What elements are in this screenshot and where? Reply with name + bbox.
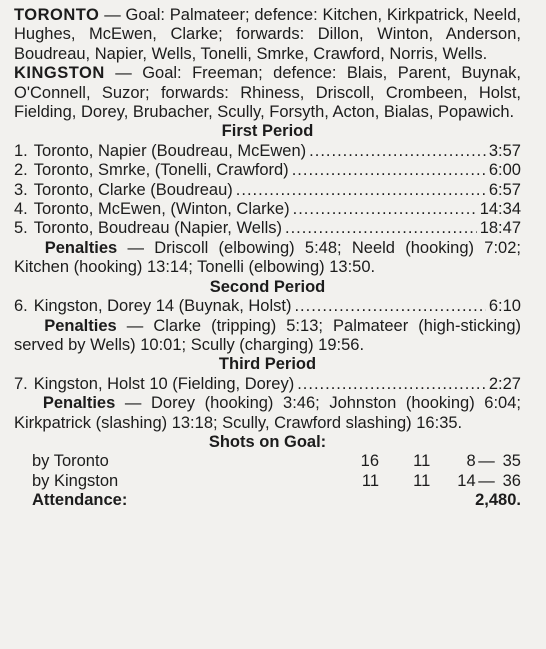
shots-table [14, 452, 521, 510]
goal-row [14, 181, 521, 200]
kingston-lineup [14, 64, 521, 122]
shots-total: 36 [502, 471, 521, 490]
goal-row [14, 161, 521, 180]
attendance-label: Attendance: [32, 491, 128, 510]
goal-time: 18:47 [479, 219, 521, 238]
shots-period-2: 11 [413, 471, 431, 490]
kingston-lineup-text: — Goal: Freeman; defence: Blais, Parent, Buynak, O'Connell, Suzor; forwards: Rhiness, Driscoll, Crombeen, Holst, Fielding, Dorey, Brubacher, Scully, Forsyth, Acton, Bialas, Popawich. [14, 64, 521, 122]
penalties-text: — Clarke (tripping) 5:13; Palmateer (high-sticking) served by Wells) 10:01; Scully (charging) 19:56. [14, 316, 521, 354]
goal-number: 4. [14, 200, 28, 219]
shots-period-3: 14 [457, 471, 476, 490]
leader-dots [292, 161, 486, 180]
goal-description: Toronto, Napier (Boudreau, McEwen) [33, 141, 307, 160]
shots-period-1: 16 [360, 452, 380, 471]
goal-number: 6. [14, 297, 28, 316]
toronto-lineup-text: — Goal: Palmateer; defence: Kitchen, Kirkpatrick, Neeld, Hughes, McEwen, Clarke; forwards: Dillon, Winton, Anderson, Boudreau, Napier, Wells, Tonelli, Smrke, Crawford, Norris, Wells. [14, 6, 521, 63]
shots-dash: — [478, 471, 495, 490]
goal-number: 1. [14, 141, 28, 160]
leader-dots [294, 297, 485, 316]
penalties-label: Penalties [42, 394, 116, 413]
shots-row [14, 452, 521, 471]
goal-row [14, 375, 521, 394]
goal-number: 7. [14, 374, 28, 393]
goal-row [14, 219, 521, 238]
leader-dots [236, 181, 486, 200]
leader-dots [293, 200, 477, 219]
shots-heading: Shots on Goal: [208, 432, 327, 451]
kingston-team-name: KINGSTON [14, 64, 105, 83]
first-period-heading: First Period [221, 122, 314, 141]
shots-period-3: 8 [466, 452, 476, 471]
shots-total: 35 [502, 452, 521, 471]
first-period-penalties [14, 239, 521, 278]
goal-description: Toronto, Smrke, (Tonelli, Crawford) [33, 161, 289, 180]
goal-number: 5. [14, 219, 28, 238]
goal-time: 6:00 [488, 161, 521, 180]
attendance-value: 2,480. [475, 491, 521, 510]
second-period-penalties [14, 317, 521, 356]
leader-dots [285, 219, 477, 238]
goal-row [14, 200, 521, 219]
third-period-heading: Third Period [218, 355, 317, 374]
goal-description: Toronto, Clarke (Boudreau) [33, 180, 233, 199]
goal-time: 6:10 [488, 297, 521, 316]
goal-row [14, 297, 521, 316]
goal-time: 6:57 [488, 180, 521, 199]
leader-dots [309, 142, 486, 161]
goal-description: Toronto, Boudreau (Napier, Wells) [33, 219, 282, 238]
box-score [14, 6, 521, 511]
attendance-row [14, 491, 521, 510]
shots-period-2: 11 [413, 452, 431, 471]
second-period-heading: Second Period [209, 277, 326, 296]
third-period-penalties [14, 394, 521, 433]
goal-time: 2:27 [488, 374, 521, 393]
toronto-lineup [14, 6, 521, 64]
shots-dash: — [478, 452, 495, 471]
goal-number: 3. [14, 180, 28, 199]
goal-row [14, 142, 521, 161]
penalties-text: — Dorey (hooking) 3:46; Johnston (hooking) 6:04; Kirkpatrick (slashing) 13:18; Scully, Crawford slashing) 16:35. [14, 394, 521, 432]
goal-time: 14:34 [479, 200, 521, 219]
goal-time: 3:57 [488, 141, 521, 160]
shots-period-1: 11 [361, 471, 380, 490]
penalties-text: — Driscoll (elbowing) 5:48; Neeld (hooking) 7:02; Kitchen (hooking) 13:14; Tonelli (elbowing) 13:50. [14, 238, 521, 277]
goal-description: Kingston, Dorey 14 (Buynak, Holst) [33, 297, 292, 316]
goal-description: Kingston, Holst 10 (Fielding, Dorey) [33, 374, 295, 393]
shots-row [14, 472, 521, 491]
toronto-team-name: TORONTO [14, 6, 100, 24]
penalties-label: Penalties [44, 316, 117, 335]
shots-team: by Kingston [32, 471, 119, 490]
goal-number: 2. [14, 161, 28, 180]
leader-dots [297, 375, 486, 394]
goal-description: Toronto, McEwen, (Winton, Clarke) [33, 200, 290, 219]
penalties-label: Penalties [44, 238, 118, 257]
first-period-goals [14, 142, 521, 239]
shots-team: by Toronto [32, 452, 109, 471]
